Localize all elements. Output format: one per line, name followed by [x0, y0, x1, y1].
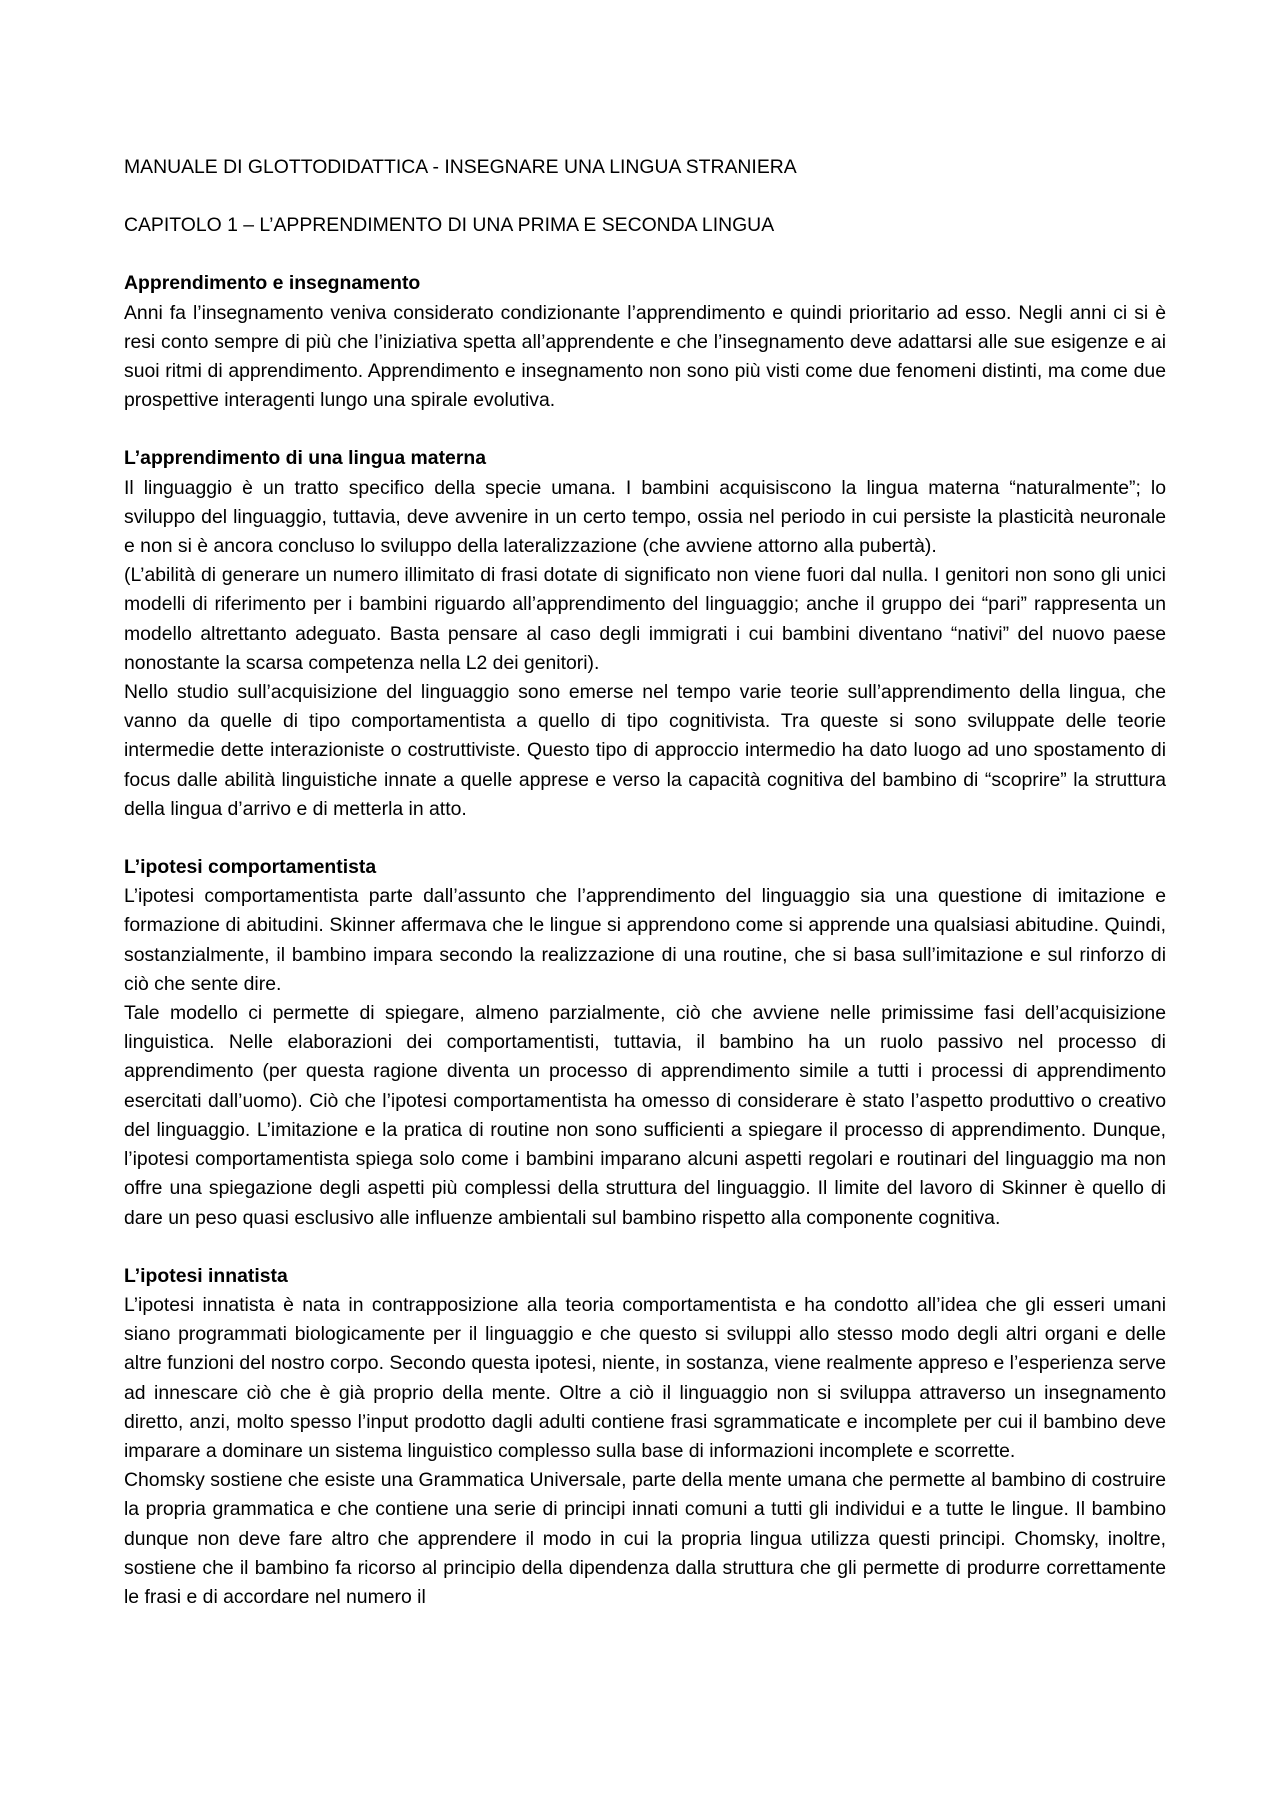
- paragraph: L’ipotesi innatista è nata in contrapposizione alla teoria comportamentista e ha condotto all’idea che gli esseri umani siano programmati biologicamente per il linguaggio e che questo si sviluppi allo stesso modo degli altri organi e delle altre funzioni del nostro corpo. Secondo questa ipotesi, niente, in sostanza, viene realmente appreso e l’esperienza serve ad innescare ciò che è già proprio della mente. Oltre a ciò il linguaggio non si sviluppa attraverso un insegnamento diretto, anzi, molto spesso l’input prodotto dagli adulti contiene frasi sgrammaticate e incomplete per cui il bambino deve imparare a dominare un sistema linguistico complesso sulla base di informazioni incomplete e scorrette.: [124, 1293, 1166, 1462]
- chapter-title: CAPITOLO 1 – L’APPRENDIMENTO DI UNA PRIMA E SECONDA LINGUA: [124, 214, 775, 237]
- paragraph: L’ipotesi comportamentista parte dall’assunto che l’apprendimento del linguaggio sia una questione di imitazione e formazione di abitudini. Skinner affermava che le lingue si apprendono come si apprende una qualsiasi abitudine. Quindi, sostanzialmente, il bambino impara secondo la realizzazione di una routine, che si basa sull’imitazione e sul rinforzo di ciò che sente dire.: [124, 885, 1166, 995]
- paragraph: Anni fa l’insegnamento veniva considerato condizionante l’apprendimento e quindi prioritario ad esso. Negli anni ci si è resi conto sempre di più che l’iniziativa spetta all’apprendente e che l’insegnamento deve adattarsi alle sue esigenze e ai suoi ritmi di apprendimento. Apprendimento e insegnamento non sono più visti come due fenomeni distinti, ma come due prospettive interagenti lungo una spirale evolutiva.: [124, 301, 1166, 412]
- section-apprendimento-insegnamento: [124, 269, 1166, 415]
- paragraph: Tale modello ci permette di spiegare, almeno parzialmente, ciò che avviene nelle primissime fasi dell’acquisizione linguistica. Nelle elaborazioni dei comportamentisti, tuttavia, il bambino ha un ruolo passivo nel processo di apprendimento (per questa ragione diventa un processo di apprendimento simile a tutti i processi di apprendimento esercitati dall’uomo). Ciò che l’ipotesi comportamentista ha omesso di considerare è stato l’aspetto produttivo o creativo del linguaggio. L’imitazione e la pratica di routine non sono sufficienti a spiegare il processo di apprendimento. Dunque, l’ipotesi comportamentista spiega solo come i bambini imparano alcuni aspetti regolari e routinari del linguaggio ma non offre una spiegazione degli aspetti più complessi della struttura del linguaggio. Il limite del lavoro di Skinner è quello di dare un peso quasi esclusivo alle influenze ambientali sul bambino rispetto alla componente cognitiva.: [124, 1002, 1166, 1229]
- document-title: MANUALE DI GLOTTODIDATTICA - INSEGNARE UNA LINGUA STRANIERA: [124, 156, 797, 178]
- section-lingua-materna: [124, 444, 1166, 824]
- section-ipotesi-innatista: [124, 1262, 1166, 1612]
- section-heading: L’ipotesi innatista: [124, 1264, 288, 1287]
- paragraph: Il linguaggio è un tratto specifico della specie umana. I bambini acquisiscono la lingua materna “naturalmente”; lo sviluppo del linguaggio, tuttavia, deve avvenire in un certo tempo, ossia nel periodo in cui persiste la plasticità neuronale e non si è ancora concluso lo sviluppo della lateralizzazione (che avviene attorno alla pubertà).: [124, 476, 1166, 558]
- section-ipotesi-comportamentista: [124, 853, 1166, 1233]
- paragraph: Chomsky sostiene che esiste una Grammatica Universale, parte della mente umana che permette al bambino di costruire la propria grammatica e che contiene una serie di principi innati comuni a tutti gli individui e a tutte le lingue. Il bambino dunque non deve fare altro che apprendere il modo in cui la propria lingua utilizza questi principi. Chomsky, inoltre, sostiene che il bambino fa ricorso al principio della dipendenza dalla struttura che gli permette di produrre correttamente le frasi e di accordare nel numero il: [124, 1469, 1166, 1608]
- paragraph: Nello studio sull’acquisizione del linguaggio sono emerse nel tempo varie teorie sull’apprendimento della lingua, che vanno da quelle di tipo comportamentista a quello di tipo cognitivista. Tra queste si sono sviluppate delle teorie intermedie dette interazioniste o costruttiviste. Questo tipo di approccio intermedio ha dato luogo ad uno spostamento di focus dalle abilità linguistiche innate a quelle apprese e verso la capacità cognitiva del bambino di “scoprire” la struttura della lingua d’arrivo e di metterla in atto.: [124, 681, 1166, 820]
- section-heading: Apprendimento e insegnamento: [124, 272, 421, 295]
- section-heading: L’apprendimento di una lingua materna: [124, 447, 487, 470]
- section-heading: L’ipotesi comportamentista: [124, 856, 377, 879]
- paragraph: (L’abilità di generare un numero illimitato di frasi dotate di significato non viene fuori dal nulla. I genitori non sono gli unici modelli di riferimento per i bambini riguardo all’apprendimento del linguaggio; anche il gruppo dei “pari” rappresenta un modello altrettanto adeguato. Basta pensare al caso degli immigrati i cui bambini diventano “nativi” del nuovo paese nonostante la scarsa competenza nella L2 dei genitori).: [124, 564, 1166, 674]
